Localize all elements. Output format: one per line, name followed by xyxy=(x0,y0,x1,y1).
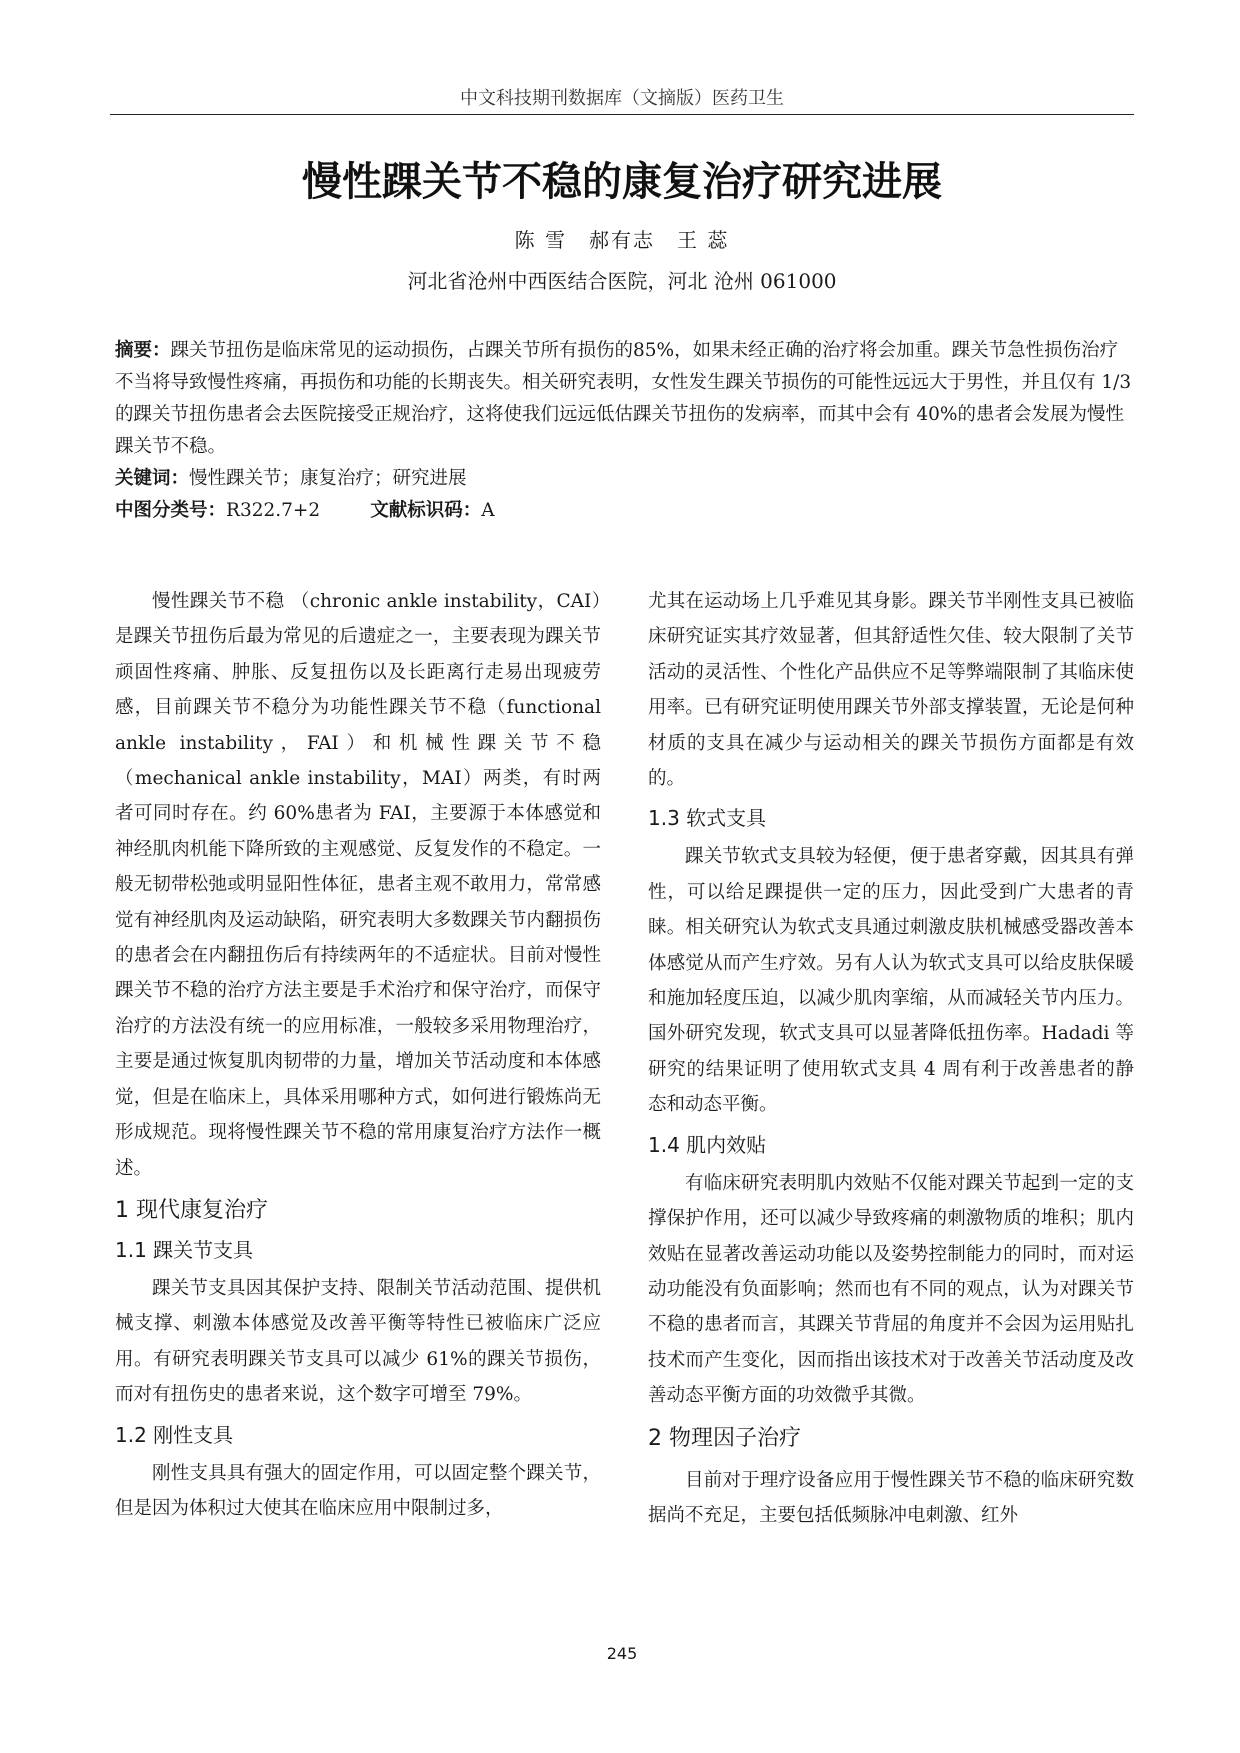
keywords xyxy=(115,463,1135,495)
front-matter xyxy=(115,335,1135,527)
paragraph-1-2: 刚性支具具有强大的固定作用，可以固定整个踝关节，但是因为体积过大使其在临床应用中限制过多， xyxy=(115,1462,601,1519)
affiliation: 河北省沧州中西医结合医院，河北 沧州 061000 xyxy=(407,269,837,293)
paragraph-2: 目前对于理疗设备应用于慢性踝关节不稳的临床研究数据尚不充足，主要包括低频脉冲电刺激、红外 xyxy=(648,1469,1134,1526)
abstract-text: 踝关节扭伤是临床常见的运动损伤，占踝关节所有损伤的85%，如果未经正确的治疗将会加重。踝关节急性损伤治疗不当将导致慢性疼痛，再损伤和功能的长期丧失。相关研究表明，女性发生踝关节损伤的可能性远远大于男性，并且仅有 1/3 的踝关节扭伤患者会去医院接受正规治疗，这将使我们远远低估踝关节扭伤的发病率，而其中会有 40%的患者会发展为慢性踝关节不稳。 xyxy=(115,340,1132,457)
subsection-heading-1-3: 1.3 软式支具 xyxy=(648,806,767,831)
classification xyxy=(115,495,1135,527)
keywords-label: 关键词： xyxy=(115,468,190,489)
keywords-text: 慢性踝关节；康复治疗；研究进展 xyxy=(189,468,467,489)
header-rule xyxy=(110,114,1134,115)
running-head: 中文科技期刊数据库（文摘版）医药卫生 xyxy=(460,88,784,109)
doc-code-value: A xyxy=(481,500,495,521)
subsection-heading-1-4: 1.4 肌内效贴 xyxy=(648,1132,767,1157)
clc-value: R322.7+2 xyxy=(226,500,321,521)
subsection-heading-1-1: 1.1 踝关节支具 xyxy=(115,1237,254,1262)
right-column xyxy=(648,584,1134,1533)
subsection-heading-1-2: 1.2 刚性支具 xyxy=(115,1422,234,1447)
abstract xyxy=(115,335,1135,463)
abstract-label: 摘要： xyxy=(115,340,171,361)
author-list: 陈 雪 郝有志 王 蕊 xyxy=(514,228,730,252)
paragraph-1-2-continued: 尤其在运动场上几乎难见其身影。踝关节半刚性支具已被临床研究证实其疗效显著，但其舒适性欠佳、较大限制了关节活动的灵活性、个性化产品供应不足等弊端限制了其临床使用率。已有研究证明使用踝关节外部支撑装置，无论是何种材质的支具在减少与运动相关的踝关节损伤方面都是有效的。 xyxy=(648,591,1134,790)
paragraph-1-1: 踝关节支具因其保护支持、限制关节活动范围、提供机械支撑、刺激本体感觉及改善平衡等特性已被临床广泛应用。有研究表明踝关节支具可以减少 61%的踝关节损伤，而对有扭伤史的患者来说，这个数字可增至 79%。 xyxy=(115,1277,601,1406)
doc-code-label: 文献标识码： xyxy=(370,500,482,521)
section-heading-1: 1 现代康复治疗 xyxy=(115,1197,268,1223)
left-column xyxy=(115,584,601,1526)
article-title: 慢性踝关节不稳的康复治疗研究进展 xyxy=(302,159,942,205)
clc-label: 中图分类号： xyxy=(115,500,227,521)
intro-paragraph: 慢性踝关节不稳 （chronic ankle instability，CAI）是踝关节扭伤后最为常见的后遗症之一，主要表现为踝关节顽固性疼痛、肿胀、反复扭伤以及长距离行走易出现疲劳感，目前踝关节不稳分为功能性踝关节不稳（functional ankle instability，FAI）和机械性踝关节不稳（mechanical ankle instability，MAI）两类，有时两者可同时存在。约 60%患者为 FAI，主要源于本体感觉和神经肌肉机能下降所致的主观感觉、反复发作的不稳定。一般无韧带松弛或明显阳性体征，患者主观不敢用力，常常感觉有神经肌肉及运动缺陷，研究表明大多数踝关节内翻损伤的患者会在内翻扭伤后有持续两年的不适症状。目前对慢性踝关节不稳的治疗方法主要是手术治疗和保守治疗，而保守治疗的方法没有统一的应用标准，一般较多采用物理治疗，主要是通过恢复肌肉韧带的力量，增加关节活动度和本体感觉，但是在临床上，具体采用哪种方式，如何进行锻炼尚无形成规范。现将慢性踝关节不稳的常用康复治疗方法作一概述。 xyxy=(115,591,601,1179)
page-number: 245 xyxy=(606,1644,638,1663)
paragraph-1-3: 踝关节软式支具较为轻便，便于患者穿戴，因其具有弹性，可以给足踝提供一定的压力，因此受到广大患者的青睐。相关研究认为软式支具通过刺激皮肤机械感受器改善本体感觉从而产生疗效。另有人认为软式支具可以给皮肤保暖和施加轻度压迫，以减少肌肉挛缩，从而减轻关节内压力。国外研究发现，软式支具可以显著降低扭伤率。Hadadi 等研究的结果证明了使用软式支具 4 周有利于改善患者的静态和动态平衡。 xyxy=(648,846,1134,1116)
section-heading-2: 2 物理因子治疗 xyxy=(648,1425,801,1451)
paragraph-1-4: 有临床研究表明肌内效贴不仅能对踝关节起到一定的支撑保护作用，还可以减少导致疼痛的刺激物质的堆积；肌内效贴在显著改善运动功能以及姿势控制能力的同时，而对运动功能没有负面影响；然而也有不同的观点，认为对踝关节不稳的患者而言，其踝关节背屈的角度并不会因为运用贴扎技术而产生变化，因而指出该技术对于改善关节活动度及改善动态平衡方面的功效微乎其微。 xyxy=(648,1172,1134,1407)
